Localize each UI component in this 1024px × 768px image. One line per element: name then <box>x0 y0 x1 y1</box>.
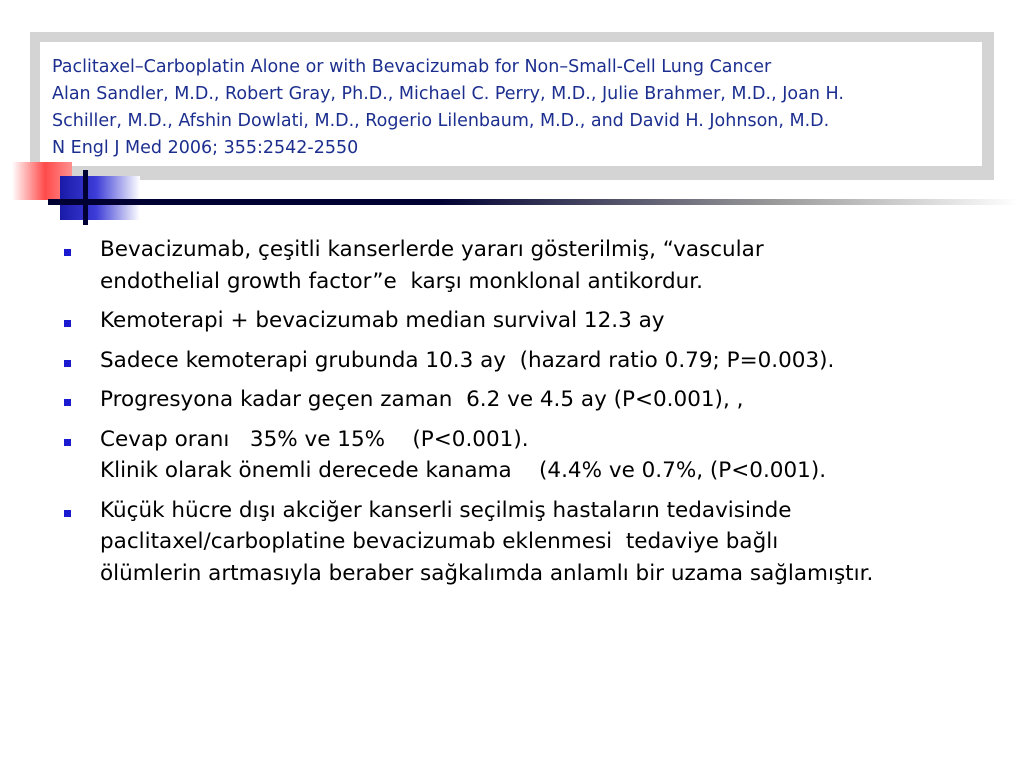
decoration-vertical-line <box>83 170 88 225</box>
bullet-item <box>62 305 1012 337</box>
bullet-list <box>62 234 1012 597</box>
bullet-square-icon <box>64 360 71 367</box>
bullet-text: Kemoterapi + bevacizumab median survival 12.3 ay <box>100 308 665 333</box>
bullet-square-icon <box>64 439 71 446</box>
title-frame <box>30 32 994 180</box>
bullet-text: Progresyona kadar geçen zaman 6.2 ve 4.5 ay (P<0.001), , <box>100 387 744 412</box>
bullet-item <box>62 495 1012 590</box>
bullet-text: endothelial growth factor”e karşı monklonal antikordur. <box>100 268 703 294</box>
bullet-text: ölümlerin artmasıyla beraber sağkalımda anlamlı bir uzama sağlamıştır. <box>100 560 874 586</box>
bullet-text: Bevacizumab, çeşitli kanserlerde yararı gösterilmiş, “vascular <box>100 237 764 262</box>
bullet-text: Klinik olarak önemli derecede kanama (4.4% ve 0.7%, (P<0.001). <box>100 458 827 483</box>
bullet-item <box>62 234 1012 297</box>
bullet-text: Küçük hücre dışı akciğer kanserli seçilmiş hastaların tedavisinde <box>100 497 792 523</box>
bullet-square-icon <box>64 399 71 406</box>
article-title: Paclitaxel–Carboplatin Alone or with Bevacizumab for Non–Small-Cell Lung Cancer <box>52 57 772 77</box>
bullet-item <box>62 424 1012 487</box>
bullet-square-icon <box>64 249 71 256</box>
bullet-square-icon <box>64 510 71 517</box>
decoration-blue-block <box>60 176 140 220</box>
bullet-text: Cevap oranı 35% ve 15% (P<0.001). <box>100 426 529 452</box>
bullet-text: Sadece kemoterapi grubunda 10.3 ay (hazard ratio 0.79; P=0.003). <box>100 347 835 373</box>
bullet-item <box>62 384 1012 416</box>
bullet-text: paclitaxel/carboplatine bevacizumab eklenmesi tedaviye bağlı <box>100 529 779 554</box>
decoration-divider-line <box>48 199 1018 205</box>
bullet-item <box>62 345 1012 377</box>
title-panel <box>40 42 982 166</box>
article-citation: N Engl J Med 2006; 355:2542-2550 <box>52 138 359 158</box>
article-authors-line-1: Alan Sandler, M.D., Robert Gray, Ph.D., Michael C. Perry, M.D., Julie Brahmer, M.D., Joan H. <box>52 84 844 104</box>
article-authors-line-2: Schiller, M.D., Afshin Dowlati, M.D., Rogerio Lilenbaum, M.D., and David H. Johnson, M.D. <box>52 111 830 131</box>
bullet-square-icon <box>64 320 71 327</box>
